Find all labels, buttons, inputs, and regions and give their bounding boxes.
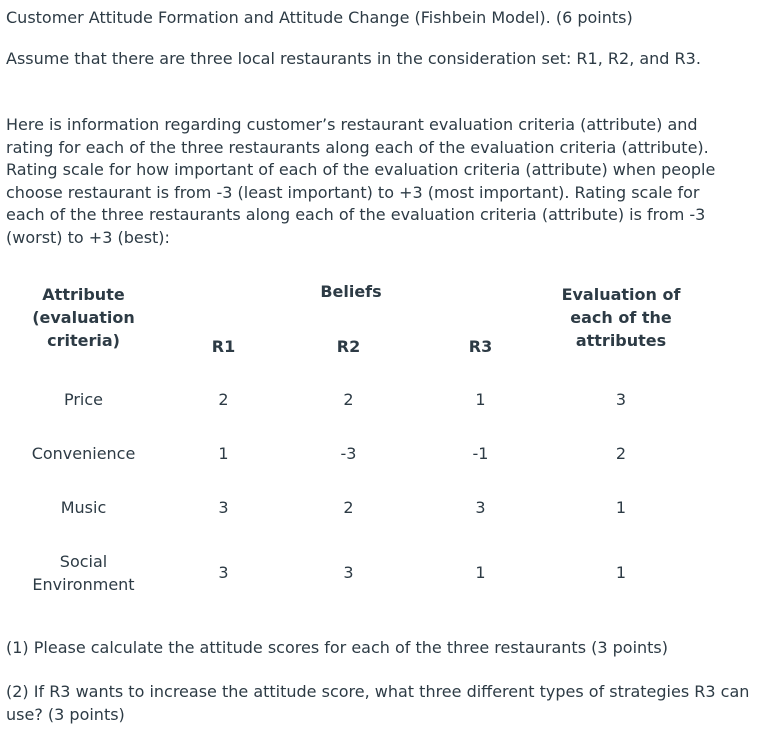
header-evaluation: Evaluation of each of the attributes — [561, 285, 681, 350]
description-paragraph: Here is information regarding customer’s restaurant evaluation criteria (attribute) and rating for each of the three restaurants along each of the evaluation criteria (attribute). Rating scale for how important of each of the evaluation criteria (attribute) when people choose restaurant is from -3 (least important) to +3 (most important). Rating scale for each of the three restaurants along each of the evaluation criteria (attribute) is from -3 (worst) to +3 (best): — [6, 115, 716, 247]
row-price-attribute: Price — [63, 390, 104, 409]
row-price-r1: 2 — [218, 390, 229, 409]
question-2: (2) If R3 wants to increase the attitude score, what three different types of strategies R3 can use? (3 points) — [6, 682, 750, 724]
row-price-r2: 2 — [343, 390, 354, 409]
question-1: (1) Please calculate the attitude scores for each of the three restaurants (3 points) — [6, 638, 669, 657]
row-price-evaluation: 3 — [615, 390, 627, 409]
row-music-r1: 3 — [218, 498, 229, 517]
row-social-r3: 1 — [475, 563, 486, 582]
row-convenience-r3: -1 — [472, 444, 489, 463]
row-social-evaluation: 1 — [615, 563, 627, 582]
row-music-evaluation: 1 — [615, 498, 627, 517]
row-social-attribute: Social Environment — [32, 552, 135, 594]
header-beliefs: Beliefs — [320, 282, 382, 301]
row-music-r3: 3 — [475, 498, 486, 517]
header-r1: R1 — [211, 337, 236, 356]
row-convenience-r1: 1 — [218, 444, 229, 463]
header-r2: R2 — [336, 337, 361, 356]
row-music-attribute: Music — [60, 498, 107, 517]
row-price-r3: 1 — [475, 390, 486, 409]
row-convenience-evaluation: 2 — [615, 444, 627, 463]
row-social-r2: 3 — [343, 563, 354, 582]
row-music-r2: 2 — [343, 498, 354, 517]
row-convenience-attribute: Convenience — [31, 444, 136, 463]
row-convenience-r2: -3 — [340, 444, 357, 463]
document-title: Customer Attitude Formation and Attitude Change (Fishbein Model). (6 points) — [6, 8, 633, 27]
attribute-table — [6, 270, 751, 610]
intro-paragraph: Assume that there are three local restaurants in the consideration set: R1, R2, and R3. — [6, 49, 701, 68]
row-social-r1: 3 — [218, 563, 229, 582]
header-r3: R3 — [468, 337, 493, 356]
header-attribute: Attribute (evaluation criteria) — [32, 285, 135, 350]
